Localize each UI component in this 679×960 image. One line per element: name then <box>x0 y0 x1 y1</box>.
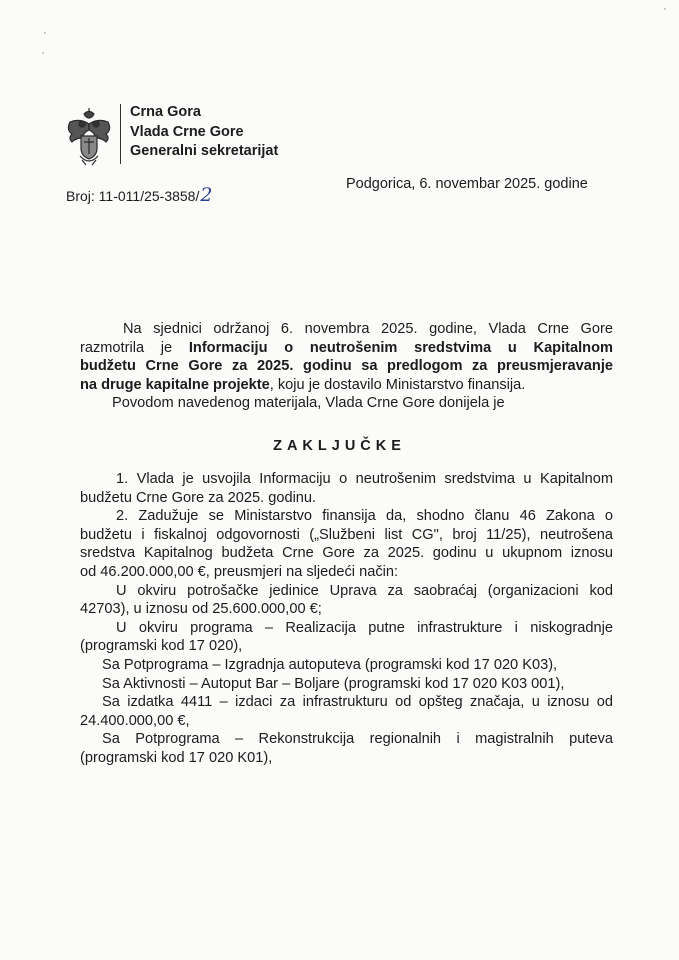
conclusion-line: Sa Aktivnosti – Autoput Bar – Boljare (programski kod 17 020 K03 001), <box>102 675 565 692</box>
issuer-country: Crna Gora <box>130 104 201 120</box>
scan-speck <box>42 52 44 54</box>
coat-of-arms-icon <box>62 108 116 168</box>
conclusion-line: 1. Vlada je usvojila Informaciju o neutrošenim sredstvima u Kapitalnom <box>116 471 613 487</box>
conclusion-line: 2. Zadužuje se Ministarstvo finansija da, shodno članu 46 Zakona o <box>116 508 613 525</box>
intro-line: Na sjednici održanoj 6. novembra 2025. godine, Vlada Crne Gore <box>123 321 613 337</box>
intro-line <box>80 339 613 358</box>
section-title: ZAKLJUČKE <box>273 438 406 454</box>
reference-number-text: Broj: 11-011/25-3858/ <box>66 188 200 204</box>
header-divider <box>120 104 121 164</box>
conclusion-line: od 46.200.000,00 €, preusmjeri na sljedeći način: <box>80 563 399 580</box>
intro-text: , koju je dostavilo Ministarstvo finansija. <box>269 376 526 393</box>
intro-line: Povodom navedenog materijala, Vlada Crne Gore donijela je <box>112 395 505 412</box>
place-date: Podgorica, 6. novembar 2025. godine <box>346 176 588 192</box>
intro-line <box>80 376 613 395</box>
conclusions <box>80 470 613 768</box>
conclusion-line: Sa izdatka 4411 – izdaci za infrastrukturu od opšteg značaja, u iznosu od <box>102 694 613 711</box>
scan-speck <box>664 8 666 10</box>
intro-paragraph <box>80 320 613 413</box>
conclusion-line: U okviru potrošačke jedinice Uprava za saobraćaj (organizacioni kod <box>116 582 613 599</box>
issuer-block <box>130 103 278 162</box>
scan-speck <box>44 32 46 34</box>
conclusion-line: 24.400.000,00 €, <box>80 712 190 729</box>
conclusion-line: (programski kod 17 020), <box>80 638 243 655</box>
conclusion-line: budžetu i fiskalnoj odgovornosti („Službeni list CG", broj 11/25), neutrošena <box>80 526 613 543</box>
conclusion-line: budžetu Crne Gore za 2025. godinu. <box>80 489 317 506</box>
intro-bold-text: na druge kapitalne projekte <box>80 376 270 393</box>
handwritten-number: 2 <box>200 184 213 206</box>
conclusion-line: Sa Potprograma – Izgradnja autoputeva (programski kod 17 020 K03), <box>102 656 558 673</box>
reference-number <box>66 184 212 206</box>
conclusion-line: 42703), u iznosu od 25.600.000,00 €; <box>80 601 322 618</box>
issuer-government: Vlada Crne Gore <box>130 123 244 140</box>
issuer-secretariat: Generalni sekretarijat <box>130 143 279 159</box>
conclusion-line: sredstva Kapitalnog budžeta Crne Gore za 2025. godinu u ukupnom iznosu <box>80 545 613 562</box>
intro-line: budžetu Crne Gore za 2025. godinu sa predlogom za preusmjeravanje <box>80 358 613 375</box>
conclusion-line: Sa Potprograma – Rekonstrukcija regionalnih i magistralnih puteva <box>102 731 613 748</box>
conclusion-line: (programski kod 17 020 K01), <box>80 749 273 766</box>
conclusion-line: U okviru programa – Realizacija putne infrastrukture i niskogradnje <box>116 619 613 636</box>
intro-bold-text: Informaciju o neutrošenim sredstvima u Kapitalnom <box>188 339 613 356</box>
intro-text: razmotrila je <box>80 339 189 356</box>
